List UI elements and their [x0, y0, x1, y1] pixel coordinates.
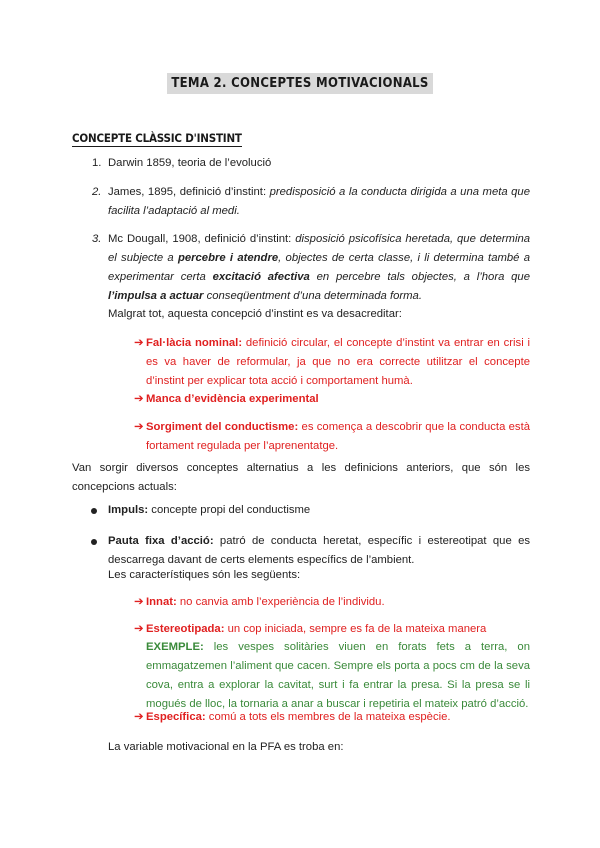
list-number: 1.	[92, 157, 102, 169]
example-block: EXEMPLE: les vespes solitàries viuen en forats fets a terra, on emmagatzemen l’aliment que cacen. Sempre els porta a pocs cm de la seva cova, entra a explorar la cavitat, surt i fa entrar la presa. Si la presa se li mogués de lloc, la tornaria a anar a buscar i repetiria el mateix patró d’acció.	[146, 641, 530, 710]
arrow-icon: ➔	[134, 421, 144, 433]
characteristic-estereotipada: Estereotipada: un cop iniciada, sempre es fa de la mateixa manera	[146, 623, 487, 635]
characteristic-especifica: Específica: comú a tots els membres de la mateixa espècie.	[146, 711, 451, 723]
characteristic-innat: Innat: no canvia amb l’experiència de l’individu.	[146, 596, 385, 608]
arrow-icon: ➔	[134, 337, 144, 349]
list-item-james: James, 1895, definició d’instint: predisposició a la conducta dirigida a una meta que facilita l’adaptació al medi.	[108, 186, 530, 217]
last-line: La variable motivacional en la PFA es troba en:	[108, 741, 344, 753]
list-number: 2.	[92, 186, 102, 198]
van-sorgir-text: Van sorgir diversos conceptes alternatius a les definicions anteriors, que són les concepcions actuals:	[72, 462, 530, 493]
list-item-mcdougall: Mc Dougall, 1908, definició d’instint: disposició psicofísica heretada, que determina el subjecte a percebre i atendre, objectes de certa classe, i li determina també a experimentar certa excitació afectiva en percebre tals objectes, a l’hora que l’impulsa a actuar conseqüentment d’una determinada forma.	[108, 233, 531, 302]
criticism-fallacia: Fal·làcia nominal: definició circular, el concepte d’instint va entrar en crisi i es va haver de reformular, ja que no era correcte utilitzar el concepte d’instint per explicar tota acció i comportament humà.	[146, 337, 531, 387]
page-title: TEMA 2. CONCEPTES MOTIVACIONALS	[0, 76, 600, 91]
arrow-icon: ➔	[134, 596, 144, 608]
concept-pauta-extra: Les característiques són les següents:	[108, 569, 301, 581]
bullet-icon	[91, 539, 97, 545]
arrow-icon: ➔	[134, 623, 144, 635]
malgrat-text: Malgrat tot, aquesta concepció d’instint es va desacreditar:	[108, 308, 402, 320]
criticism-conductisme: Sorgiment del conductisme: es comença a descobrir que la conducta està fortament regulada per l’aprenentatge.	[146, 421, 531, 452]
arrow-icon: ➔	[134, 711, 144, 723]
concept-impuls: Impuls: concepte propi del conductisme	[108, 504, 311, 516]
arrow-icon: ➔	[134, 393, 144, 405]
list-item-darwin: Darwin 1859, teoria de l’evolució	[108, 157, 272, 169]
bullet-icon	[91, 508, 97, 514]
list-number: 3.	[92, 233, 102, 245]
concept-pauta: Pauta fixa d’acció: patró de conducta heretat, específic i estereotipat que es descarrega davant de certs elements específics de l’ambient.	[108, 535, 530, 566]
section-heading: CONCEPTE CLÀSSIC D'INSTINT	[72, 131, 242, 145]
criticism-manca: Manca d’evidència experimental	[146, 393, 319, 405]
